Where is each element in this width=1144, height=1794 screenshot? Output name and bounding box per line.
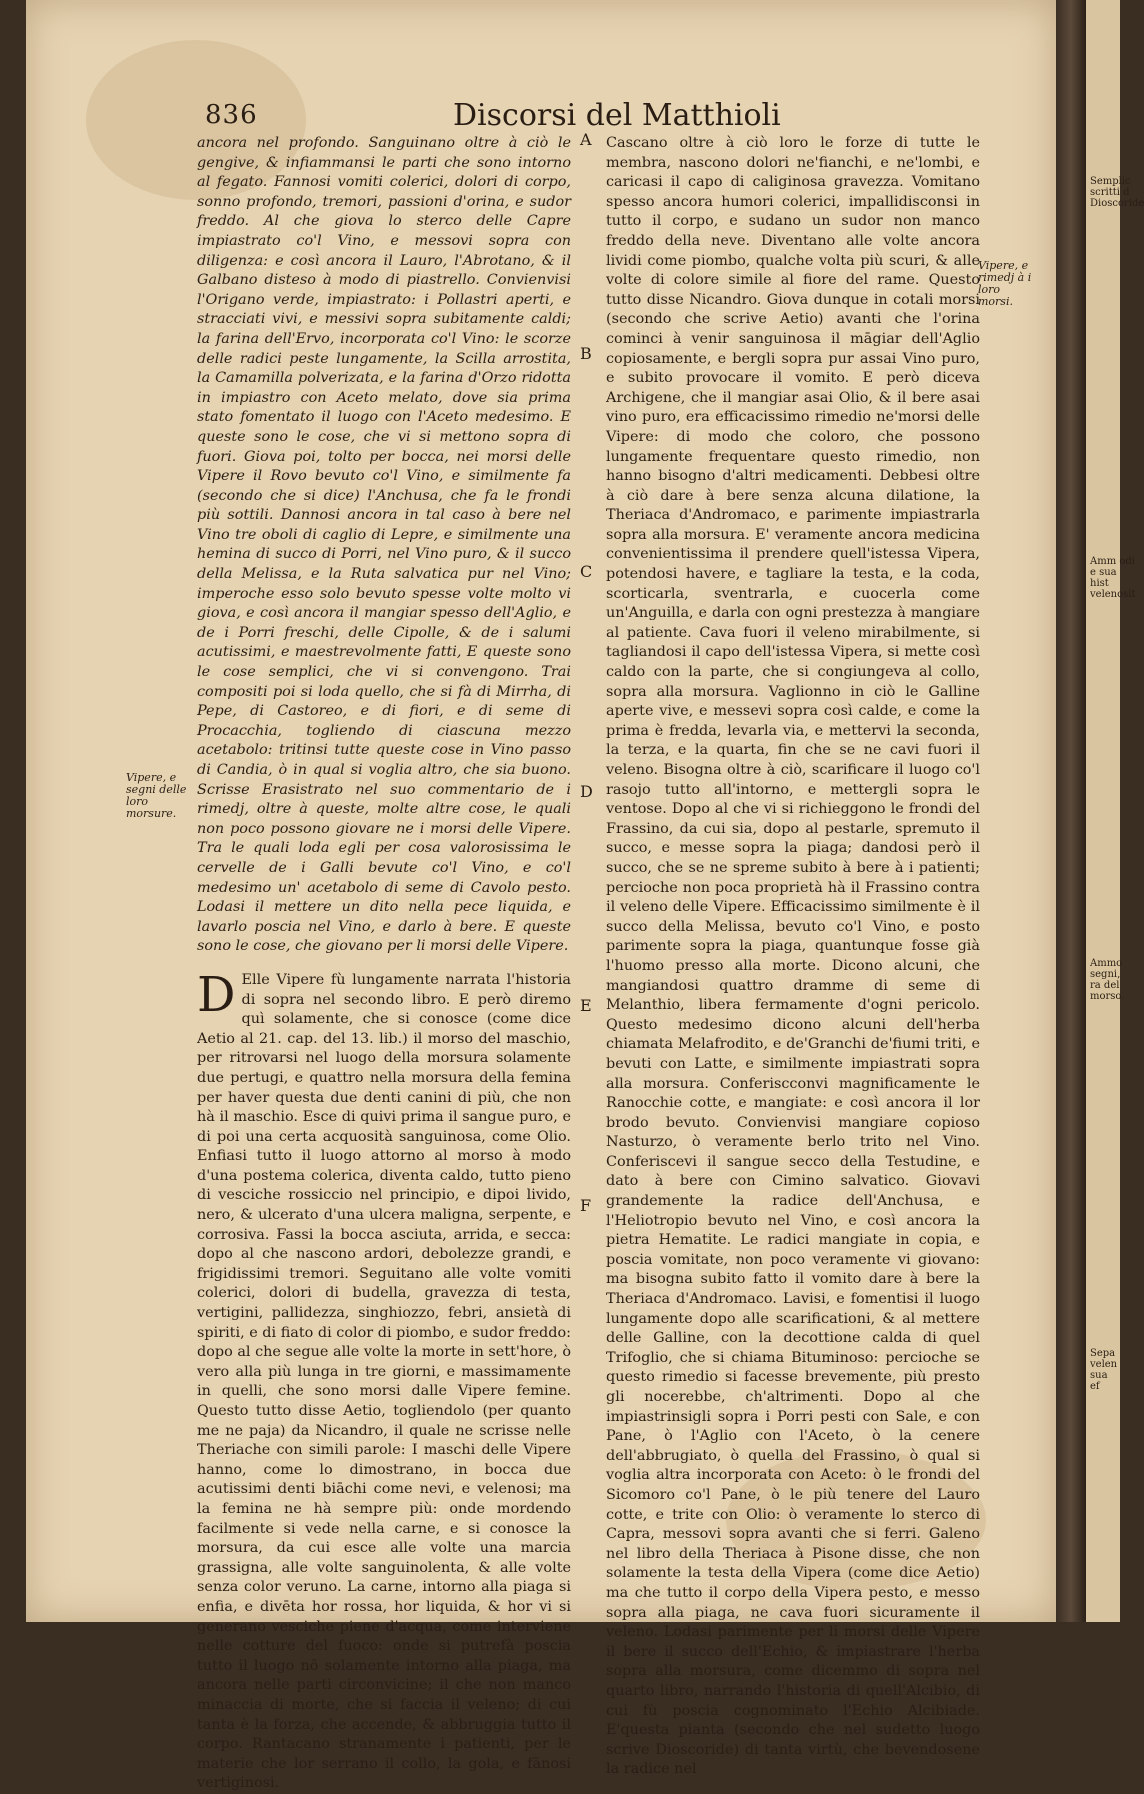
margin-note-left: Vipere, e segni delle loro morsure.: [126, 771, 187, 820]
right-column: [606, 134, 980, 1778]
left-column-roman-text: Elle Vipere fù lungamente narrata l'historia di sopra nel secondo libro. E però diremo quì solamente, che si conosce (come dice Aetio al 21. cap. del 13. lib.) il morso del maschio, per ritrovarsi nel luogo della morsura solamente due pertugi, e quattro nella morsura della femina per haver questa due denti canini di più, che non hà il maschio. Esce di quivi prima il sangue puro, e di poi una certa acquosità sanguinosa, come Olio. Enfiasi tutto il luogo attorno al morso à modo d'una postema colerica, diventa caldo, tutto pieno di vesciche rossiccio nel principio, e dipoi livido, nero, & ulcerato d'una ulcera maligna, serpente, e corrosiva. Fassi la bocca asciuta, arrida, e secca: dopo al che nascono ardori, debolezze grandi, e frigidissimi tremori. Seguitano alle volte vomiti colerici, dolori di budella, gravezza di testa, vertigini, pallidezza, singhiozzo, febri, ansietà di spiriti, e di fiato di color di piombo, e sudor freddo: dopo al che segue alle volte la morte in sett'hore, ò vero alla più lunga in tre giorni, e massimamente in quelli, che sono morsi dalle Vipere femine. Questo tutto disse Aetio, togliendolo (per quanto me ne paja) da Nicandro, il quale ne scrisse nelle Theriache con simili parole: I maschi delle Vipere hanno, come lo dimostrano, in bocca due acutissimi denti biāchi come nevi, e velenosi; ma la femina ne hà sempre più: onde mordendo facilmente si vede nella carne, e si conosce la morsura, da cui esce alle volte una marcia grassigna, alle volte sanguinolenta, & alle volte senza color veruno. La carne, intorno alla piaga si enfia, e divēta hor rossa, hor liquida, & hor vi si generano vesciche piene d'acqua, come interviene nelle cotture del fuoco: onde si putrefà poscia tutto il luogo nō solamente intorno alla piaga, ma ancora nelle parti circonvicine; il che non manco minaccia di morte, che si faccia il veleno; di cui tanta è la forza, che accende, & abbruggia tutto il corpo. Rantacano stranamente i patienti, per le materie che lor serrano il collo, la gola, e fānosi vertiginosi.: [197, 971, 571, 1792]
next-page-fragment: Semplic scritti d Dioscoride: [1090, 176, 1144, 209]
right-column-paragraph: Cascano oltre à ciò loro le forze di tutte le membra, nascono dolori ne'fianchi, e ne'lombi, e caricasi il capo di caliginosa gravezza. Vomitano spesso ancora humori colerici, impallidisconsi in tutto il corpo, e sudano un sudor non manco freddo della neve. Diventano alle volte ancora lividi come piombo, qualche volta più scuri, & alle volte di colore simile al fiore del rame. Questo tutto disse Nicandro. Giova dunque in cotali morsi (secondo che scrive Aetio) avanti che l'orina cominci à venir sanguinosa il māgiar dell'Aglio copiosamente, e bergli sopra pur assai Vino puro, e subito provocare il vomito. E però diceva Archigene, che il mangiar asai Olio, & il bere asai vino puro, era efficacissimo rimedio ne'morsi delle Vipere: di modo che coloro, che possono lungamente frequentare questo rimedio, non hanno bisogno d'altri medicamenti. Debbesi oltre à ciò dare à bere senza alcuna dilatione, la Theriaca d'Andromaco, e parimente impiastrarla sopra alla morsura. E' veramente ancora medicina convenientissima il prendere quell'istessa Vipera, potendosi havere, e tagliare la testa, e la coda, scorticarla, sventrarla, e cuocerla come un'Anguilla, e darla con ogni prestezza à mangiare al patiente. Cava fuori il veleno mirabilmente, si tagliandosi il capo dell'istessa Vipera, si mette così caldo con la parte, che si congiungeva al collo, sopra alla morsura. Vaglionno in ciò le Galline aperte vive, e messevi sopra così calde, e come la prima è fredda, levarla via, e mettervi la seconda, la terza, e la quarta, fin che se ne cavi fuori il veleno. Bisogna oltre à ciò, scarificare il luogo co'l rasojo tutto all'intorno, e mettergli sopra le ventose. Dopo al che vi si richieggono le frondi del Frassino, da cui sia, dopo al pestarle, spremuto il succo, e messe sopra la piaga; dandosi però il succo, che se ne spreme subito à bere à i patienti; percioche non poca proprietà hà il Frassino contra il veleno delle Vipere. Efficacissimo similmente è il succo della Melissa, bevuto co'l Vino, e posto parimente sopra la piaga, quantunque fosse già l'huomo presso alla morte. Dicono alcuni, che mangiandosi quattro dramme di seme di Melanthio, libera fermamente d'ogni pericolo. Questo medesimo dicono alcuni dell'herba chiamata Melafrodito, e de'Granchi de'fiumi triti, e bevuti con Latte, e similmente impiastrati sopra alla morsura. Conferiscconvi magnificamente le Ranocchie cotte, e mangiate: e così ancora il lor brodo bevuto. Convienvisi mangiare copioso Nasturzo, ò veramente berlo trito nel Vino. Conferiscevi il sangue secco della Testudine, e dato à bere con Cimino salvatico. Giovavi grandemente la radice dell'Anchusa, e l'Heliotropio bevuto nel Vino, e così ancora la pietra Hematite. Le radici mangiate in copia, e poscia vomitate, non poco veramente vi giovano: ma bisogna subito fatto il vomito dare à bere la Theriaca d'Andromaco. Lavisi, e fomentisi il luogo lungamente dopo alle scarificationi, & al mettere delle Galline, con la decottione calda di quel Trifoglio, che si chiama Bituminoso: percioche se questo rimedio si facesse brevemente, più presto gli nocerebbe, ch'altrimenti. Dopo al che impiastrinsigli sopra i Porri pesti con Sale, e con Pane, ò l'Aglio con l'Aceto, ò la cenere dell'abbrugiato, ò quella del Frassino, ò qual si voglia altra incorporata con Aceto: ò le frondi del Sicomoro co'l Pane, ò le più tenere del Lauro cotte, e trite con Olio: ò veramente lo sterco di Capra, messovi sopra avanti che si ferri. Galeno nel libro della Theriaca à Pisone disse, che non solamente la testa della Vipera (come dice Aetio) ma che tutto il corpo della Vipera pesto, e messo sopra alla piaga, ne cava fuori sicuramente il veleno. Lodasi parimente per li morsi delle Vipere il bere il succo dell'Echio, & impiastrare l'herba sopra alla morsura, come dicemmo di sopra nel quarto libro, narrando l'historia di quell'Alcibio, di cui fù poscia cognominato l'Echio Alcibiade. E'questa pianta (secondo che nel sudetto luogo scrive Dioscoride) di tanta virtù, che bevendosene la radice nel: [606, 135, 980, 1778]
left-column: [197, 134, 571, 1792]
book-binding: [1056, 0, 1086, 1622]
section-letter-e: E: [580, 996, 592, 1015]
margin-note-right: Vipere, e rimedj à i loro morsi.: [978, 259, 1032, 308]
section-letter-d: D: [580, 782, 593, 801]
section-letter-a: A: [580, 130, 592, 149]
next-page-fragment: Amm odi e sua hist velenosit: [1090, 556, 1136, 600]
page-header: [205, 100, 965, 134]
section-letter-b: B: [580, 344, 592, 363]
next-page-edge: [1086, 0, 1144, 1622]
left-column-roman-paragraph: [197, 966, 571, 1794]
next-page-fragment: Ammo segni, ra del morso.: [1090, 958, 1125, 1002]
left-column-italic-paragraph: ancora nel profondo. Sanguinano oltre à ciò le gengive, & infiammansi le parti che sono intorno al fegato. Fannosi vomiti colerici, dolori di corpo, sonno profondo, tremori, passioni d'orina, e sudor freddo. Al che giova lo sterco delle Capre impiastrato co'l Vino, e messovi sopra con diligenza: e così ancora il Lauro, l'Abrotano, & il Galbano disteso à modo di piastrello. Convienvisi l'Origano verde, impiastrato: i Pollastri aperti, e stracciati vivi, e messivi sopra subitamente caldi; la farina dell'Ervo, incorporata co'l Vino: le scorze delle radici peste lungamente, la Scilla arrostita, la Camamilla polverizata, e la farina d'Orzo ridotta in impiastro con Aceto melato, dove sia prima stato fomentato il luogo con l'Aceto medesimo. E queste sono le cose, che vi si mettono sopra di fuori. Giova poi, tolto per bocca, nei morsi delle Vipere il Rovo bevuto co'l Vino, e similmente fa (secondo che si dice) l'Anchusa, che fa le frondi più sottili. Dannosi ancora in tal caso à bere nel Vino tre oboli di caglio di Lepre, e similmente una hemina di succo di Porri, nel Vino puro, & il succo della Melissa, e la Ruta salvatica pur nel Vino; imperoche esso solo bevuto spesse volte molto vi giova, e così ancora il mangiar spesso dell'Aglio, e de i Porri freschi, delle Cipolle, & de i salumi acutissimi, e maestrevolmente fatti, E queste sono le cose semplici, che vi si convengono. Trai compositi poi si loda quello, che si fà di Mirrha, di Pepe, di Castoreo, e di fiori, e di seme di Procacchia, togliendo di ciascuna mezzo acetabolo: tritinsi tutte queste cose in Vino passo di Candia, ò in qual si voglia altro, che sia buono. Scrisse Erasistrato nel suo commentario de i rimedj, oltre à queste, molte altre cose, le quali non poco possono giovare ne i morsi delle Vipere. Tra le quali loda egli per cosa valorosissima le cervelle de i Galli bevute co'l Vino, e co'l medesimo un' acetabolo di seme di Cavolo pesto. Lodasi il mettere un dito nella pece liquida, e lavarlo poscia nel Vino, e darlo à bere. E queste sono le cose, che giovano per li morsi delle Vipere.: [197, 135, 571, 955]
running-title: Discorsi del Matthioli: [453, 98, 781, 133]
next-page-fragment: Sepa velen sua ef: [1090, 1348, 1118, 1392]
section-letter-c: C: [580, 562, 593, 581]
page-number: 836: [205, 100, 258, 130]
section-letter-f: F: [580, 1196, 592, 1215]
drop-cap: D: [197, 966, 236, 1023]
